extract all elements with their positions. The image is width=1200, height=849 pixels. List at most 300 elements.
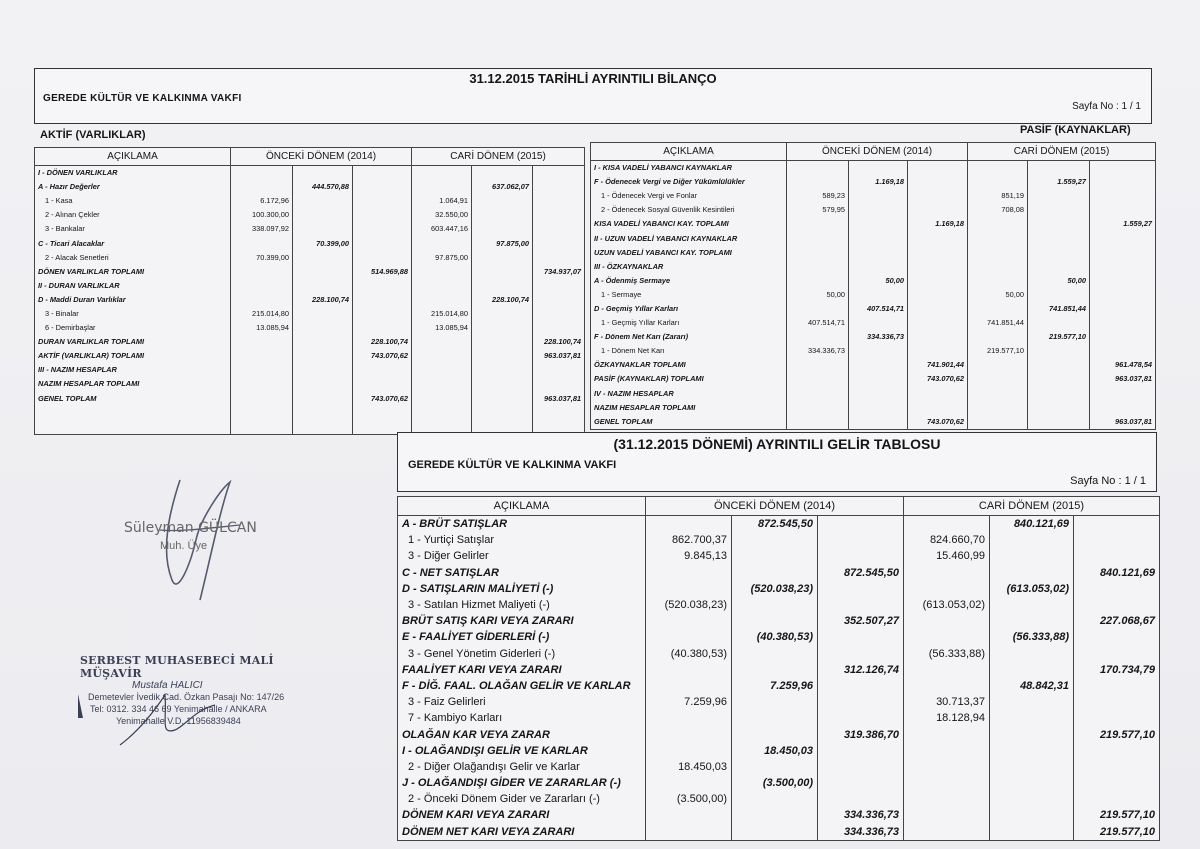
row-value [818,597,904,613]
row-value [1090,344,1156,358]
row-value: 312.126,74 [818,662,904,678]
row-value [990,775,1074,791]
row-value: 215.014,80 [412,307,472,321]
row-value [908,330,968,344]
row-value [472,406,533,420]
row-value [908,288,968,302]
row-value [412,377,472,391]
row-value [472,222,533,236]
pasif-row [591,415,1156,430]
row-label: F - Dönem Net Karı (Zararı) [591,330,787,344]
row-value: 872.545,50 [818,565,904,581]
aktif-row [35,265,585,279]
row-value [908,344,968,358]
row-value [231,392,293,406]
row-value: 743.070,62 [908,415,968,430]
row-value [968,231,1028,245]
income-row [398,824,1160,841]
row-value: 407.514,71 [787,316,849,330]
row-value [353,406,412,420]
row-value: 170.734,79 [1074,662,1160,678]
row-value [908,274,968,288]
row-value [1074,597,1160,613]
aktif-row [35,279,585,293]
row-value [849,316,908,330]
row-value [732,532,818,548]
row-value: 18.450,03 [646,759,732,775]
row-value [353,222,412,236]
row-value [990,613,1074,629]
row-value [968,260,1028,274]
row-value: 708,08 [968,203,1028,217]
pasif-row [591,358,1156,372]
aktif-row [35,166,585,181]
row-value: 219.577,10 [1074,824,1160,841]
row-value [904,516,990,533]
row-value: 334.336,73 [787,344,849,358]
row-value: 963.037,81 [1090,415,1156,430]
row-value: (520.038,23) [646,597,732,613]
income-row [398,791,1160,807]
row-value: (40.380,53) [732,629,818,645]
row-value [787,372,849,386]
pasif-row [591,344,1156,358]
aktif-row [35,363,585,377]
row-value [293,265,353,279]
row-value: (3.500,00) [646,791,732,807]
row-value [353,166,412,181]
row-value: 215.014,80 [231,307,293,321]
row-label: 1 - Sermaye [591,288,787,302]
row-value [353,180,412,194]
row-label: 3 - Genel Yönetim Giderleri (-) [398,646,646,662]
row-value [353,321,412,335]
row-value [849,415,908,430]
row-value [849,246,908,260]
row-value [533,321,585,335]
row-value [904,629,990,645]
row-value [412,293,472,307]
row-value [818,581,904,597]
row-value: 30.713,37 [904,694,990,710]
row-value [231,166,293,181]
row-value [472,265,533,279]
row-value [646,581,732,597]
row-value: 18.450,03 [732,743,818,759]
row-label: 2 - Diğer Olağandışı Gelir ve Karlar [398,759,646,775]
row-value [533,222,585,236]
row-value [533,279,585,293]
row-value [908,231,968,245]
row-label: DURAN VARLIKLAR TOPLAMI [35,335,231,349]
row-value [293,222,353,236]
row-value [818,710,904,726]
row-value: 840.121,69 [1074,565,1160,581]
row-value [472,208,533,222]
row-value: (56.333,88) [990,629,1074,645]
row-value [1074,694,1160,710]
row-value [1028,401,1090,415]
pasif-col-prev: ÖNCEKİ DÖNEM (2014) [787,143,968,161]
row-label: A - Hazır Değerler [35,180,231,194]
row-value: (56.333,88) [904,646,990,662]
row-value [1090,316,1156,330]
row-value [732,710,818,726]
row-value [908,401,968,415]
row-value [231,406,293,420]
aktif-row [35,321,585,335]
row-value [231,363,293,377]
row-value [968,274,1028,288]
pasif-row [591,274,1156,288]
row-value [818,775,904,791]
row-value [904,726,990,742]
row-value [849,344,908,358]
row-value [1028,288,1090,302]
row-label: UZUN VADELİ YABANCI KAY. TOPLAMI [591,246,787,260]
pasif-row [591,175,1156,189]
row-value [412,335,472,349]
aktif-row [35,222,585,236]
row-label: I - OLAĞANDIŞI GELİR VE KARLAR [398,743,646,759]
pasif-row [591,231,1156,245]
row-value [472,363,533,377]
row-value [353,307,412,321]
row-value [412,279,472,293]
row-value: 1.169,18 [908,217,968,231]
row-value [787,231,849,245]
pasif-row [591,246,1156,260]
row-value [732,613,818,629]
row-label: II - UZUN VADELİ YABANCI KAYNAKLAR [591,231,787,245]
row-value [849,161,908,176]
row-value [412,392,472,406]
row-value [412,166,472,181]
pasif-row [591,401,1156,415]
row-value [533,363,585,377]
row-value [231,377,293,391]
row-value: 228.100,74 [533,335,585,349]
row-label: NAZIM HESAPLAR TOPLAMI [591,401,787,415]
stamp-tax-number: Yenimahalle V.D. 11956839484 [116,716,241,726]
income-page-number: Sayfa No : 1 / 1 [1070,475,1146,487]
row-value [293,335,353,349]
row-label: AKTİF (VARLIKLAR) TOPLAMI [35,349,231,363]
row-value [533,251,585,265]
row-value [818,694,904,710]
row-label: D - SATIŞLARIN MALİYETİ (-) [398,581,646,597]
row-value [908,316,968,330]
row-value: (613.053,02) [904,597,990,613]
row-label: 1 - Dönem Net Karı [591,344,787,358]
row-value [1028,260,1090,274]
pasif-row [591,260,1156,274]
row-value [908,302,968,316]
income-row [398,759,1160,775]
row-value [231,293,293,307]
row-value [646,516,732,533]
aktif-title: AKTİF (VARLIKLAR) [40,129,146,141]
pasif-row [591,302,1156,316]
row-value [908,161,968,176]
row-label [35,420,231,435]
balance-title: 31.12.2015 TARİHLİ AYRINTILI BİLANÇO [469,71,717,86]
pasif-row [591,217,1156,231]
row-value [968,302,1028,316]
row-value [968,401,1028,415]
row-value [293,279,353,293]
row-value [968,217,1028,231]
row-value: 227.068,67 [1074,613,1160,629]
row-value [412,236,472,250]
row-value [1090,246,1156,260]
row-value [908,260,968,274]
aktif-row [35,406,585,420]
row-value [646,726,732,742]
row-value [412,406,472,420]
row-value: 7.259,96 [646,694,732,710]
stamp-title: SERBEST MUHASEBECİ MALİ MÜŞAVİR [80,654,274,680]
row-value: 13.085,94 [412,321,472,335]
income-table [397,496,1160,841]
row-value [787,302,849,316]
row-value [293,208,353,222]
row-value [904,807,990,823]
row-value: 50,00 [849,274,908,288]
aktif-col-curr: CARİ DÖNEM (2015) [412,148,585,166]
row-value [849,288,908,302]
row-value [1090,175,1156,189]
row-value [968,387,1028,401]
row-value [231,180,293,194]
row-label: D - Geçmiş Yıllar Karları [591,302,787,316]
row-value: 963.037,81 [533,392,585,406]
row-value: 334.336,73 [818,807,904,823]
row-value [1074,743,1160,759]
pasif-col-curr: CARİ DÖNEM (2015) [968,143,1156,161]
row-value [412,180,472,194]
income-row [398,694,1160,710]
row-value: 840.121,69 [990,516,1074,533]
aktif-row [35,293,585,307]
row-label: IV - NAZIM HESAPLAR [591,387,787,401]
row-value [787,161,849,176]
income-row [398,516,1160,533]
row-value: 6.172,96 [231,194,293,208]
row-value: 1.169,18 [849,175,908,189]
row-value [293,420,353,435]
row-value [787,274,849,288]
row-label: 2 - Alacak Senetleri [35,251,231,265]
stamp-telephone: Tel: 0312. 334 46 69 Yenimahalle / ANKARA [90,704,267,714]
aktif-row [35,236,585,250]
income-row [398,743,1160,759]
row-value [787,330,849,344]
row-value [990,791,1074,807]
row-value: 50,00 [787,288,849,302]
row-value [1028,189,1090,203]
row-value [787,260,849,274]
pasif-row [591,161,1156,176]
row-value [646,710,732,726]
pasif-table [590,142,1156,430]
row-value [787,401,849,415]
row-value: 219.577,10 [1074,807,1160,823]
row-value [646,629,732,645]
row-value [990,548,1074,564]
row-label: F - Ödenecek Vergi ve Diğer Yükümlülükler [591,175,787,189]
signature-role: Muh. Üye [160,540,208,552]
row-value [472,377,533,391]
row-label: II - DURAN VARLIKLAR [35,279,231,293]
row-value [1028,217,1090,231]
row-value [732,824,818,841]
row-value [1074,548,1160,564]
row-value [968,358,1028,372]
row-label: PASİF (KAYNAKLAR) TOPLAMI [591,372,787,386]
row-value [849,203,908,217]
row-value [849,260,908,274]
row-value: 851,19 [968,189,1028,203]
row-label: DÖNEM KARI VEYA ZARARI [398,807,646,823]
row-value [231,265,293,279]
row-value [990,710,1074,726]
row-value [732,791,818,807]
row-value [533,406,585,420]
aktif-row [35,392,585,406]
income-col-curr: CARİ DÖNEM (2015) [904,497,1160,516]
row-value [533,377,585,391]
row-label: 1 - Ödenecek Vergi ve Fonlar [591,189,787,203]
row-value [533,180,585,194]
row-value [732,807,818,823]
row-value: 97.875,00 [472,236,533,250]
row-value [818,743,904,759]
row-value [1090,302,1156,316]
row-value: 579,95 [787,203,849,217]
aktif-col-aciklama: AÇIKLAMA [35,148,231,166]
aktif-row [35,307,585,321]
income-title: (31.12.2015 DÖNEMİ) AYRINTILI GELİR TABLOSU [613,436,941,452]
row-value: (613.053,02) [990,581,1074,597]
row-label: NAZIM HESAPLAR TOPLAMI [35,377,231,391]
row-value: (40.380,53) [646,646,732,662]
row-value [1028,203,1090,217]
row-value: 514.969,88 [353,265,412,279]
pasif-header-row [591,143,1156,161]
row-value [1074,581,1160,597]
stamp-signature-scribble [115,690,225,750]
row-value [472,321,533,335]
row-value [1090,387,1156,401]
pasif-row [591,330,1156,344]
row-value [787,217,849,231]
row-value [787,175,849,189]
row-value [472,194,533,208]
row-value: 352.507,27 [818,613,904,629]
row-value [908,203,968,217]
income-row [398,710,1160,726]
income-row [398,597,1160,613]
row-value [1074,678,1160,694]
balance-organization: GEREDE KÜLTÜR VE KALKINMA VAKFI [43,93,242,104]
row-value [646,662,732,678]
aktif-row [35,208,585,222]
row-value [533,208,585,222]
row-value [472,392,533,406]
row-value: 32.550,00 [412,208,472,222]
row-value [231,279,293,293]
balance-page-number: Sayfa No : 1 / 1 [1072,101,1141,112]
row-value [904,613,990,629]
balance-header [34,68,1152,124]
row-value [968,161,1028,176]
aktif-row [35,377,585,391]
row-value [849,387,908,401]
row-value [968,175,1028,189]
row-value [1028,387,1090,401]
row-value [732,548,818,564]
row-value [904,824,990,841]
row-label [35,406,231,420]
row-value [293,377,353,391]
row-label: C - NET SATIŞLAR [398,565,646,581]
row-value: 444.570,88 [293,180,353,194]
row-label: 1 - Kasa [35,194,231,208]
row-value [968,415,1028,430]
aktif-row [35,335,585,349]
row-value: 734.937,07 [533,265,585,279]
row-value: (520.038,23) [732,581,818,597]
row-label: 3 - Satılan Hizmet Maliyeti (-) [398,597,646,613]
row-value [472,349,533,363]
row-value [293,349,353,363]
row-value [849,401,908,415]
row-label: OLAĞAN KAR VEYA ZARAR [398,726,646,742]
row-label: 3 - Faiz Gelirleri [398,694,646,710]
row-value [732,759,818,775]
row-value [732,694,818,710]
row-value: 1.064,91 [412,194,472,208]
pasif-row [591,372,1156,386]
row-value [1090,231,1156,245]
signature-name: Süleyman GÜLCAN [124,520,257,536]
row-value: 743.070,62 [353,392,412,406]
row-value [533,194,585,208]
row-value [818,629,904,645]
pasif-row [591,316,1156,330]
row-label: DÖNEN VARLIKLAR TOPLAMI [35,265,231,279]
row-value: 872.545,50 [732,516,818,533]
row-value [990,759,1074,775]
row-value [646,743,732,759]
row-value [293,321,353,335]
aktif-table [34,147,585,435]
row-value [990,743,1074,759]
row-value [353,293,412,307]
income-row [398,613,1160,629]
row-value [472,251,533,265]
income-header-row [398,497,1160,516]
income-header [397,432,1157,492]
row-value [990,807,1074,823]
row-value [353,279,412,293]
row-value: 334.336,73 [818,824,904,841]
row-value [908,189,968,203]
income-col-prev: ÖNCEKİ DÖNEM (2014) [646,497,904,516]
row-label: C - Ticari Alacaklar [35,236,231,250]
pasif-row [591,189,1156,203]
